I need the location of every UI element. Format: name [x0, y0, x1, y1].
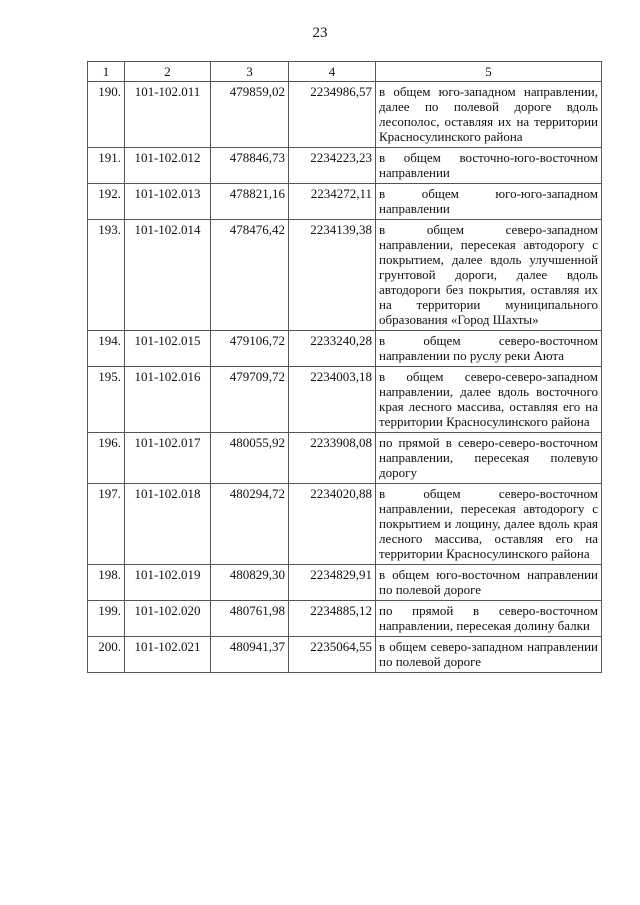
boundary-description: в общем юго-западном направлении, далее по полевой дороге вдоль лесополос, оставляя их на территории Красносулинского района [376, 82, 602, 148]
table-row [88, 184, 602, 220]
coordinate-x: 480941,37 [211, 637, 289, 673]
coordinate-x: 479709,72 [211, 367, 289, 433]
row-number: 199. [88, 601, 125, 637]
coordinate-x: 479859,02 [211, 82, 289, 148]
point-code: 101-102.021 [125, 637, 211, 673]
boundary-description: по прямой в северо-северо-восточном направлении, пересекая полевую дорогу [376, 433, 602, 484]
row-number: 200. [88, 637, 125, 673]
row-number: 197. [88, 484, 125, 565]
table-row [88, 331, 602, 367]
row-number: 192. [88, 184, 125, 220]
coordinate-y: 2234020,88 [289, 484, 376, 565]
coordinate-y: 2234829,91 [289, 565, 376, 601]
row-number: 190. [88, 82, 125, 148]
boundary-description: в общем юго-восточном направлении по полевой дороге [376, 565, 602, 601]
coordinate-y: 2234272,11 [289, 184, 376, 220]
coordinate-x: 478476,42 [211, 220, 289, 331]
boundary-description: в общем северо-западном направлении, пересекая автодорогу с покрытием, далее вдоль улучшенной грунтовой дороги, далее вдоль автодороги без покрытия, оставляя их на территории муниципального образования «Город Шахты» [376, 220, 602, 331]
coordinate-x: 480294,72 [211, 484, 289, 565]
row-number: 194. [88, 331, 125, 367]
row-number: 198. [88, 565, 125, 601]
table-row [88, 565, 602, 601]
coordinate-x: 478846,73 [211, 148, 289, 184]
table-row [88, 433, 602, 484]
table-row [88, 220, 602, 331]
point-code: 101-102.016 [125, 367, 211, 433]
column-header-4: 4 [289, 62, 376, 82]
boundary-description-table [87, 61, 602, 673]
coordinate-y: 2234885,12 [289, 601, 376, 637]
table-row [88, 148, 602, 184]
column-header-2: 2 [125, 62, 211, 82]
point-code: 101-102.018 [125, 484, 211, 565]
coordinate-x: 478821,16 [211, 184, 289, 220]
point-code: 101-102.020 [125, 601, 211, 637]
coordinate-y: 2234139,38 [289, 220, 376, 331]
point-code: 101-102.015 [125, 331, 211, 367]
table-row [88, 82, 602, 148]
table-header-row [88, 62, 602, 82]
column-header-5: 5 [376, 62, 602, 82]
table-row [88, 637, 602, 673]
column-header-1: 1 [88, 62, 125, 82]
coordinate-y: 2235064,55 [289, 637, 376, 673]
point-code: 101-102.019 [125, 565, 211, 601]
coordinate-x: 480761,98 [211, 601, 289, 637]
coordinate-y: 2234986,57 [289, 82, 376, 148]
coordinate-y: 2234223,23 [289, 148, 376, 184]
point-code: 101-102.012 [125, 148, 211, 184]
coordinate-x: 480055,92 [211, 433, 289, 484]
boundary-description: в общем северо-восточном направлении по руслу реки Аюта [376, 331, 602, 367]
table-row [88, 367, 602, 433]
table-row [88, 484, 602, 565]
point-code: 101-102.017 [125, 433, 211, 484]
coordinate-y: 2233908,08 [289, 433, 376, 484]
coordinate-y: 2233240,28 [289, 331, 376, 367]
coordinate-y: 2234003,18 [289, 367, 376, 433]
point-code: 101-102.013 [125, 184, 211, 220]
boundary-description: в общем восточно-юго-восточном направлении [376, 148, 602, 184]
page-number: 23 [312, 25, 328, 41]
table-row [88, 601, 602, 637]
row-number: 191. [88, 148, 125, 184]
coordinate-x: 479106,72 [211, 331, 289, 367]
boundary-description: в общем северо-северо-западном направлении, далее вдоль восточного края лесного массива, оставляя его на территории Красносулинского района [376, 367, 602, 433]
boundary-description: в общем юго-юго-западном направлении [376, 184, 602, 220]
point-code: 101-102.011 [125, 82, 211, 148]
column-header-3: 3 [211, 62, 289, 82]
row-number: 196. [88, 433, 125, 484]
boundary-description: по прямой в северо-восточном направлении, пересекая долину балки [376, 601, 602, 637]
row-number: 195. [88, 367, 125, 433]
boundary-description: в общем северо-западном направлении по полевой дороге [376, 637, 602, 673]
point-code: 101-102.014 [125, 220, 211, 331]
coordinate-x: 480829,30 [211, 565, 289, 601]
row-number: 193. [88, 220, 125, 331]
boundary-description: в общем северо-восточном направлении, пересекая автодорогу с покрытием и лощину, далее вдоль края лесного массива, оставляя его на территории Красносулинского района [376, 484, 602, 565]
